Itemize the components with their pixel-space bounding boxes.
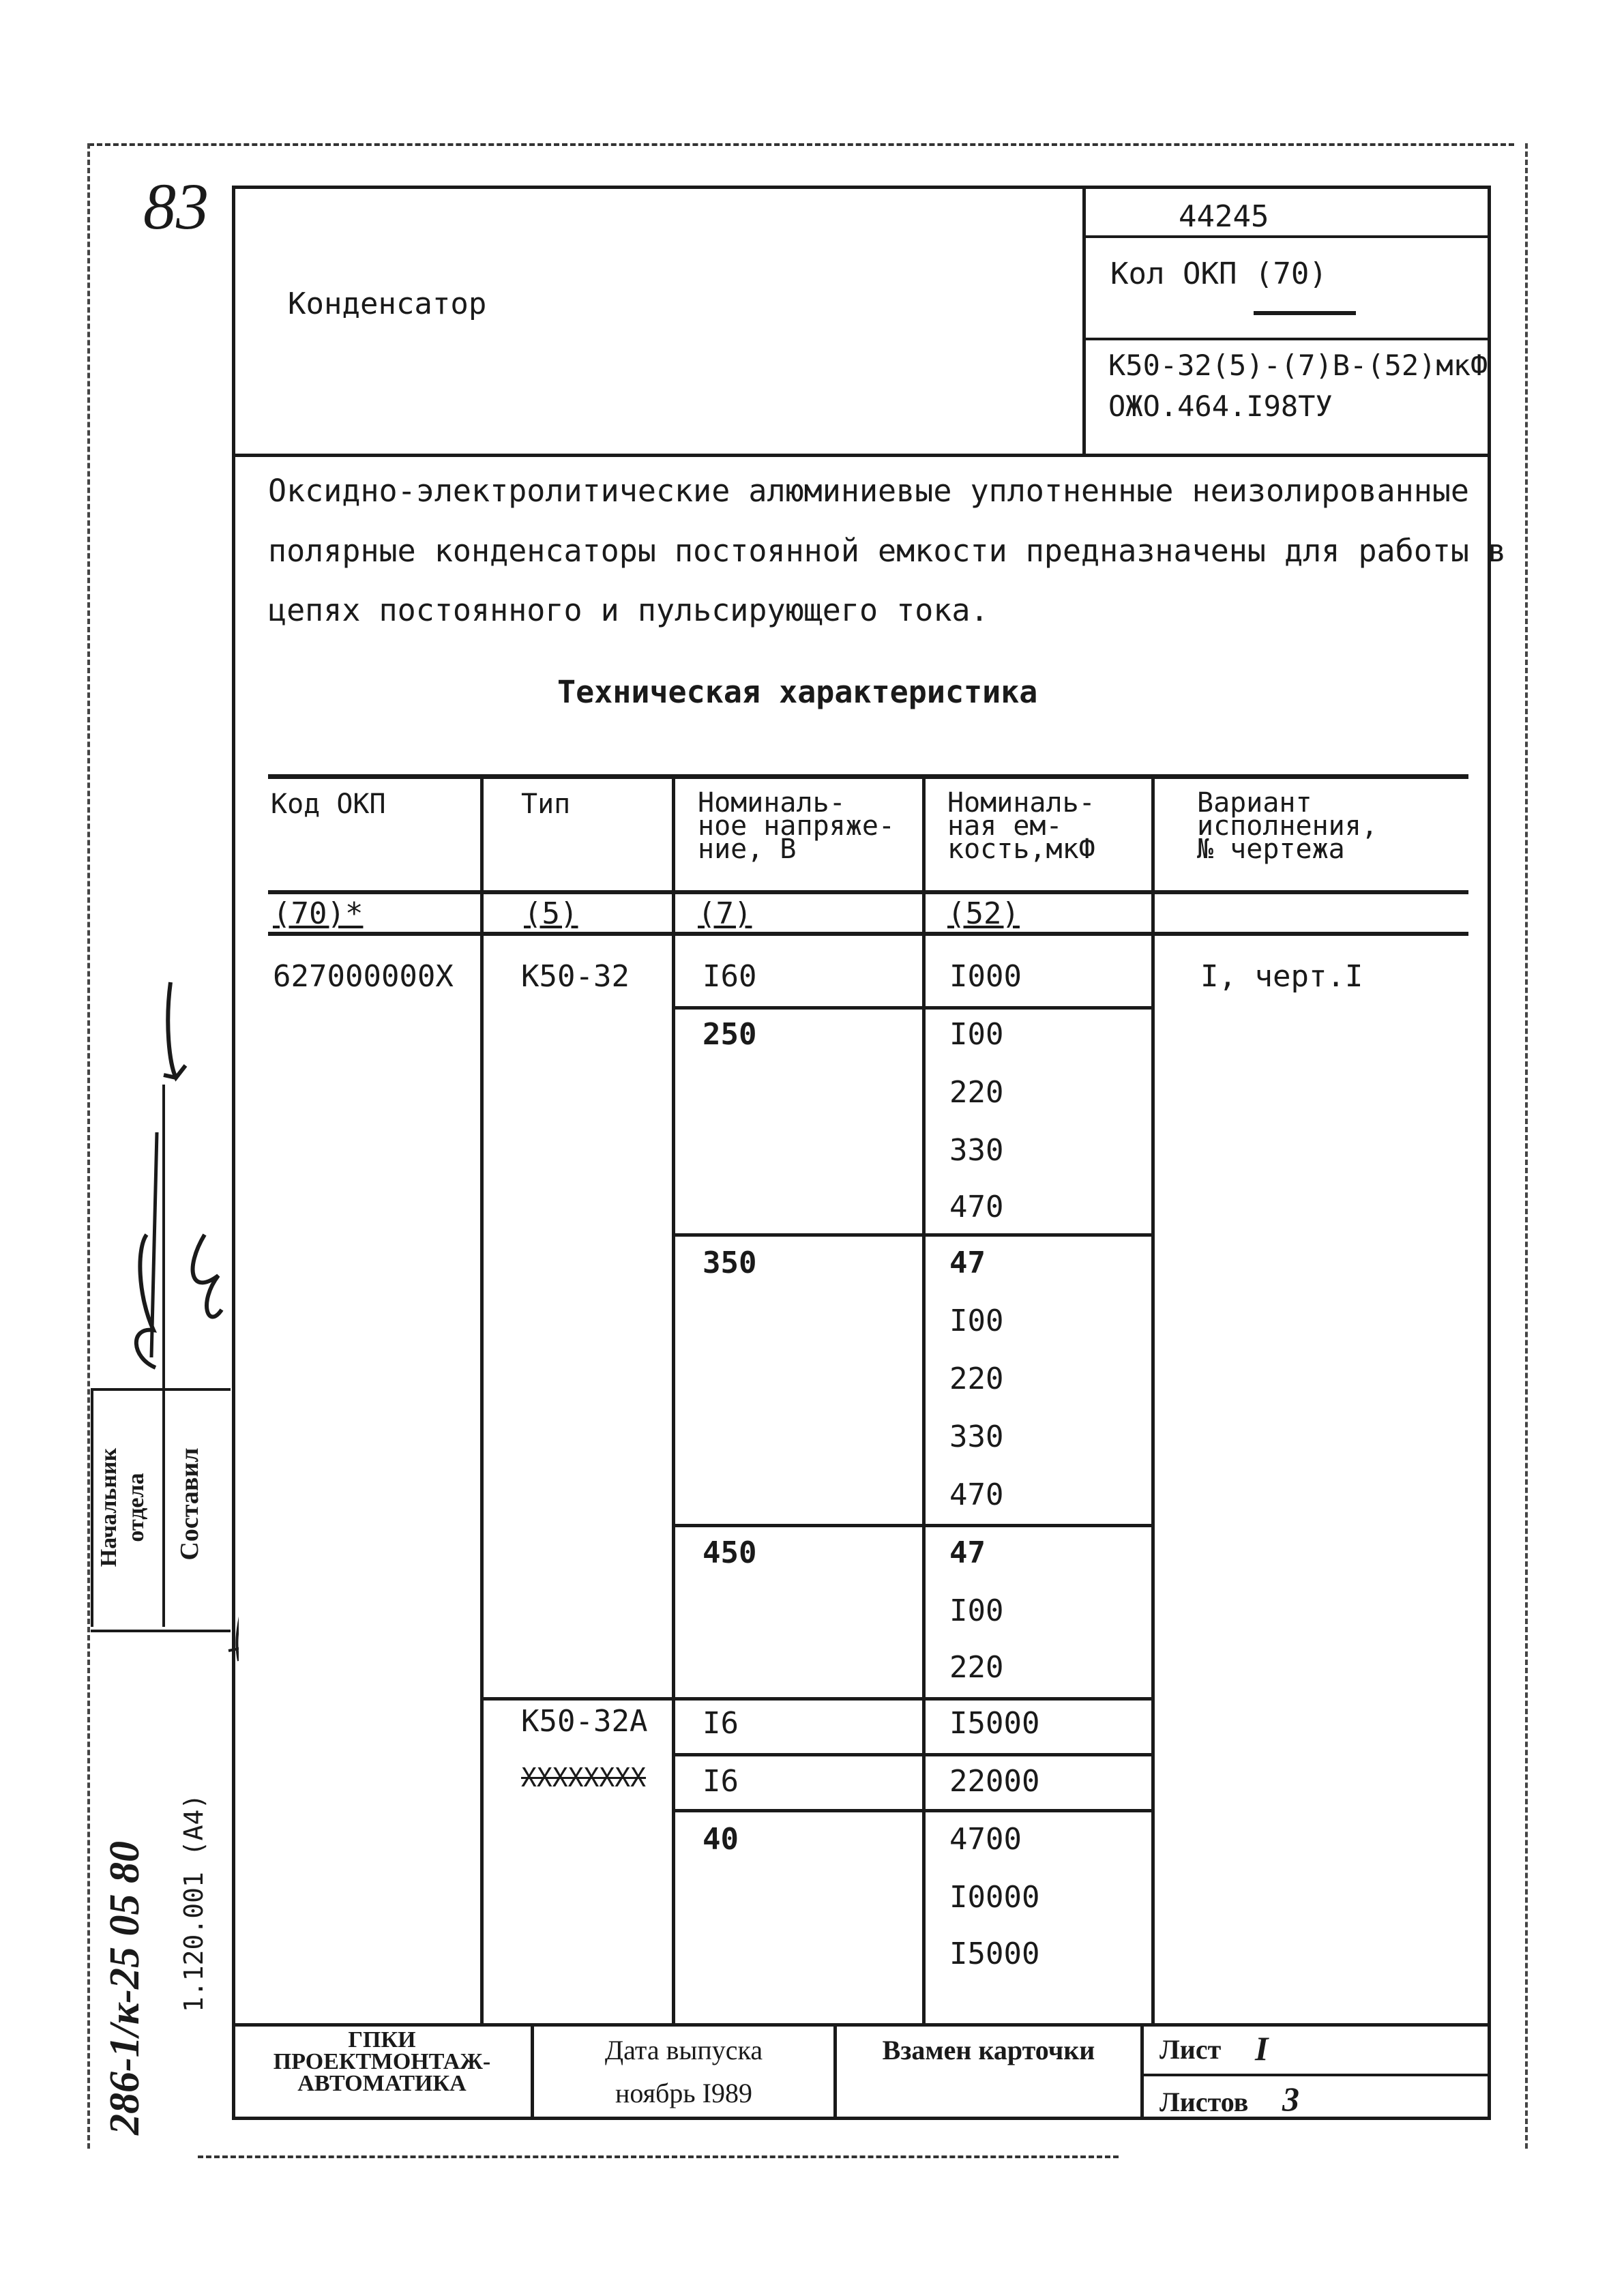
voltage-cell: 350 [703, 1246, 757, 1280]
footer-top-rule [232, 2023, 1491, 2027]
designation: К50-32(5)-(7)В-(52)мкФ [1108, 351, 1488, 380]
variant-value: I, черт.I [1200, 959, 1363, 994]
column-header-variant: Вариант исполнения, № чертежа [1197, 787, 1378, 865]
description-line-2: полярные конденсаторы постоянной емкости предназначены для работы в [268, 533, 1507, 569]
page-number: 83 [143, 170, 209, 243]
column-header-voltage: Номиналь- ное напряже- ние, В [698, 787, 895, 865]
okp-underline [1254, 311, 1356, 315]
type-struck-out: ХХХХХХХХ [521, 1763, 647, 1793]
type-k50-32a: К50-32А [521, 1704, 648, 1739]
capacitance-cell: I000 [949, 959, 1022, 994]
product-title: Конденсатор [288, 286, 487, 321]
voltage-cell: 450 [703, 1535, 757, 1570]
form-code: 1.120.001 (А4) [179, 1793, 209, 2012]
capacitance-cell: I0000 [949, 1880, 1040, 1915]
sheet-label: Лист [1159, 2034, 1222, 2065]
voltage-cell: I6 [703, 1764, 739, 1799]
capacitance-cell: I00 [949, 1304, 1004, 1338]
capacitance-cell: I00 [949, 1593, 1004, 1628]
release-date-value: ноябрь I989 [615, 2078, 752, 2108]
description-line-1: Оксидно-электролитические алюминиевые уплотненные неизолированные [268, 473, 1469, 509]
capacitance-cell: 470 [949, 1477, 1004, 1512]
voltage-cell: 250 [703, 1017, 757, 1052]
handwritten-number: 286-1/к-25 05 80 [102, 1841, 148, 2135]
capacitance-cell: 4700 [949, 1822, 1022, 1857]
description-line-3: цепях постоянного и пульсирующего тока. [268, 592, 989, 628]
capacitance-cell: 330 [949, 1419, 1004, 1454]
sheet-value: I [1255, 2029, 1269, 2067]
section-title: Техническая характеристика [557, 674, 1038, 710]
capacitance-cell: 470 [949, 1190, 1004, 1224]
sheets-label: Листов [1159, 2087, 1249, 2117]
table-top-rule [268, 774, 1468, 779]
crop-line-bottom [198, 2155, 1119, 2158]
column-header-capacitance: Номиналь- ная ем- кость,мкФ [947, 787, 1095, 865]
capacitance-cell: 220 [949, 1075, 1004, 1110]
capacitance-cell: 47 [949, 1246, 986, 1280]
compiled-by-label: Составил [175, 1447, 204, 1561]
capacitance-cell: 47 [949, 1535, 986, 1570]
capacitance-cell: I5000 [949, 1706, 1040, 1741]
column-header-type: Тип [521, 789, 571, 820]
capacitance-cell: I00 [949, 1017, 1004, 1052]
spec-number: ОЖО.464.I98ТУ [1108, 389, 1333, 423]
header-divider [1082, 186, 1086, 455]
product-code: 44245 [1179, 199, 1269, 234]
crop-line-top [89, 143, 1514, 146]
crop-line-right [1525, 143, 1528, 2149]
voltage-cell: I60 [703, 959, 757, 994]
code-capacitance: (52) [947, 896, 1020, 931]
column-header-okp: Код ОКП [271, 789, 386, 820]
capacitance-cell: 220 [949, 1650, 1004, 1685]
capacitance-cell: 330 [949, 1133, 1004, 1168]
replaces-card-label: Взамен карточки [882, 2035, 1095, 2065]
voltage-cell: I6 [703, 1706, 739, 1741]
code-type: (5) [524, 896, 578, 931]
handwritten-signatures [89, 975, 239, 1671]
code-voltage: (7) [698, 896, 752, 931]
voltage-cell: 40 [703, 1822, 739, 1857]
organization-name: ГПКИ ПРОЕКТМОНТАЖ- АВТОМАТИКА [273, 2027, 491, 2096]
capacitance-cell: 22000 [949, 1764, 1040, 1799]
capacitance-cell: I5000 [949, 1937, 1040, 1971]
type-k50-32: К50-32 [521, 959, 630, 994]
okp-code-value: 627000000Х [273, 959, 454, 994]
okp-label: Кол ОКП (70) [1110, 256, 1327, 291]
capacitance-cell: 220 [949, 1362, 1004, 1396]
code-okp: (70)* [273, 896, 364, 931]
sheets-value: 3 [1282, 2080, 1299, 2118]
head-of-department-label: Начальник отдела [96, 1447, 149, 1568]
release-date-label: Дата выпуска [604, 2035, 763, 2065]
